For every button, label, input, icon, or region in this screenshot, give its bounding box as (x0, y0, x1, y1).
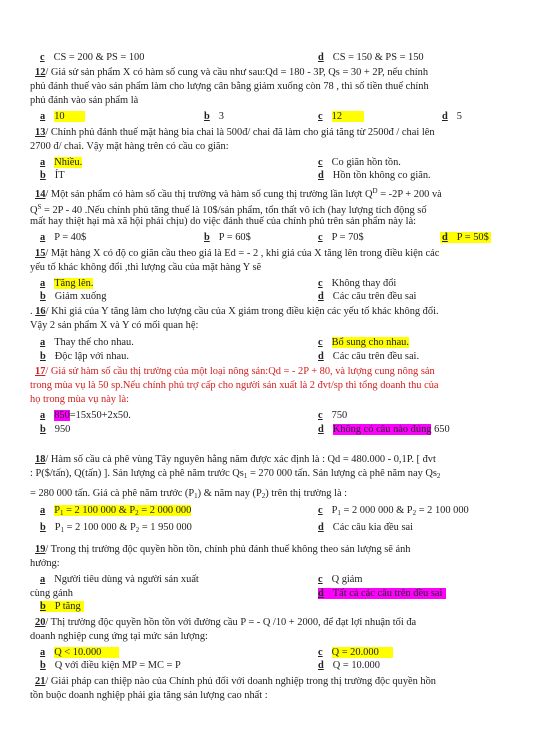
q12-option-b: b 3 (204, 111, 224, 122)
question-12-line-1: 12/ Giả sử sản phẩm X có hàm số cung và cầu như sau:Qd = 180 - 3P, Qs = 30 + 2P, nếu chính (35, 67, 429, 78)
q17-option-c: c 750 (318, 410, 348, 421)
question-21-line-2: tồn buộc doanh nghiệp phải gia tăng sản lượng cao nhất : (30, 690, 268, 701)
question-18-line-2: : P($/tấn), Q(tấn) ]. Sản lượng cà phê năm trước $Qs_1 = 270$ 000 tấn. Sản lượng cà phê năm nay $Qs_2$ (30, 468, 441, 480)
option-d-prev: d CS = 150 & PS = 150 (318, 52, 424, 63)
q17-option-a: a 850=15x50+2x50. (40, 410, 131, 421)
question-21-line-1: 21/ Giải pháp can thiệp nào của Chính phủ đối với doanh nghiệp trong thị trường độc quyền hồn (35, 676, 437, 687)
question-15-line-1: 15/ Mặt hàng X có độ co giãn cầu theo giá là Ed = - 2 , khi giá của X tăng lên trong điều kiện các (35, 248, 440, 259)
q13-option-a: a Nhiều. (40, 157, 83, 168)
q18-option-c: c $P_1 = 2$ 000 000 & $P_2 = 2$ 100 000 (318, 505, 469, 517)
question-12-line-3: phủ đánh vào sản phẩm là (30, 95, 139, 106)
q13-option-d: d Hồn tồn không co giãn. (318, 170, 431, 181)
q12-option-d: d 5 (442, 111, 462, 122)
question-20-line-2: doanh nghiệp cung ứng tại mức sản lượng: (30, 631, 208, 642)
q20-option-c: c Q = 20.000 (318, 647, 393, 659)
question-18-line-1: 18/ Hàm số cầu cà phê vùng Tây nguyên hằng năm được xác định là : Qd = 480.000 - 0,1P. [ đvt (35, 454, 436, 465)
q20-option-b: b Q với điều kiện MP = MC = P (40, 660, 181, 671)
question-17-line-3: họ trong mùa vụ này là: (30, 394, 129, 405)
q18-option-b: b $P_1 = 2$ 100 000 & $P_2 = 1$ 950 000 (40, 522, 192, 534)
q13-option-b: b ÍT (40, 170, 65, 181)
question-14-line-1: 14/ Một sản phẩm có hàm số cầu thị trường và hàm số cung thị trường lần lượt $Q^D = -2P + 200$ và (35, 187, 442, 200)
question-19-line-2: hưởng: (30, 558, 60, 569)
q14-option-c: c P = 70$ (318, 232, 364, 243)
q14-option-d: d P = 50$ (442, 232, 489, 243)
question-13-line-2: 2700 đ/ chai. Vậy mặt hàng trên có cầu co giãn: (30, 141, 229, 152)
q15-option-c: c Không thay đổi (318, 278, 397, 289)
q12-option-a: a 10 (40, 111, 85, 123)
q14-option-b: b P = 60$ (204, 232, 251, 243)
question-16-line-1: . 16/ Khi giá của Y tăng làm cho lượng cầu của X giảm trong điều kiện các yếu tố khác không đổi. (30, 306, 439, 317)
q19-option-d: d Tất cả các câu trên đều sai (318, 588, 446, 600)
q15-option-a: a Tăng lên. (40, 278, 94, 289)
question-13-line-1: 13/ Chính phủ đánh thuế mặt hàng bia chai là 500đ/ chai đã làm cho giá tăng từ 2500đ / chai lên (35, 127, 435, 138)
q16-option-b: b Độc lập với nhau. (40, 351, 129, 362)
q18-option-a: a $P_1 = 2$ 100 000 & $P_2 = 2$ 000 000 (40, 505, 192, 517)
q17-option-b: b 950 (40, 424, 71, 435)
question-19-line-1: 19/ Trong thị trường độc quyền hồn tồn, chính phủ đánh thuế không theo sản lượng sẽ ảnh (35, 544, 411, 555)
q19-option-a: a Người tiêu dùng và người sản xuất (40, 574, 199, 585)
question-17-line-1: 17/ Giả sử hàm số cầu thị trường của một loại nông sản:Qd = - 2P + 80, và lượng cung nông sản (35, 366, 435, 377)
q18-option-d: d Các câu kia đều sai (318, 522, 413, 533)
q16-option-c: c Bổ sung cho nhau. (318, 337, 409, 348)
q15-option-b: b Giảm xuống (40, 291, 107, 302)
question-18-line-3: = 280 000 tấn. Giá cà phê năm trước $(P_1)$ & năm nay $(P_2)$ trên thị trường là : (30, 488, 348, 500)
q14-option-a: a P = 40$ (40, 232, 87, 243)
q19-option-c: c Q giảm (318, 574, 363, 585)
question-15-line-2: yếu tố khác không đổi ,thì lượng cầu của mặt hàng Y sẽ (30, 262, 262, 273)
q12-option-c: c 12 (318, 111, 364, 123)
q19-option-a-continued: cùng gánh (30, 588, 73, 599)
question-14-line-2: $Q^S = 2P - 40$ .Nếu chính phủ tăng thuế là 10$/sản phẩm, tổn thất vô ích (hay lượng tích động số (30, 203, 427, 216)
question-12-line-2: phủ đánh thuế vào sản phẩm làm cho lượng cân bằng giảm xuống còn 78 , thì số tiền thuế chính (30, 81, 429, 92)
q16-option-a: a Thay thế cho nhau. (40, 337, 134, 348)
q20-option-d: d Q = 10.000 (318, 660, 380, 671)
q13-option-c: c Co giãn hồn tồn. (318, 157, 401, 168)
q17-option-d: d Không có câu nào đúng 650 (318, 424, 450, 435)
q20-option-a: a Q < 10.000 (40, 647, 119, 659)
question-17-line-2: trong mùa vụ là 50 sp.Nếu chính phủ trợ cấp cho người sản xuất là 2 đvt/sp thì tổng doanh thu của (30, 380, 439, 391)
option-c-prev: c CS = 200 & PS = 100 (40, 52, 145, 63)
q15-option-d: d Các câu trên đều sai (318, 291, 417, 302)
question-20-line-1: 20/ Thị trường độc quyền hồn tồn với đường cầu P = - Q /10 + 2000, để đạt lợi nhuận tối đa (35, 617, 417, 628)
q19-option-b: b P tăng (40, 601, 84, 613)
q16-option-d: d Các câu trên đều sai. (318, 351, 420, 362)
question-14-line-3: mất hay thiệt hại mà xã hội phải chịu) do việc đánh thuế của chính phủ trên sản phẩm này là: (30, 216, 417, 227)
question-16-line-2: Vậy 2 sản phẩm X và Y có mối quan hệ: (30, 320, 199, 331)
